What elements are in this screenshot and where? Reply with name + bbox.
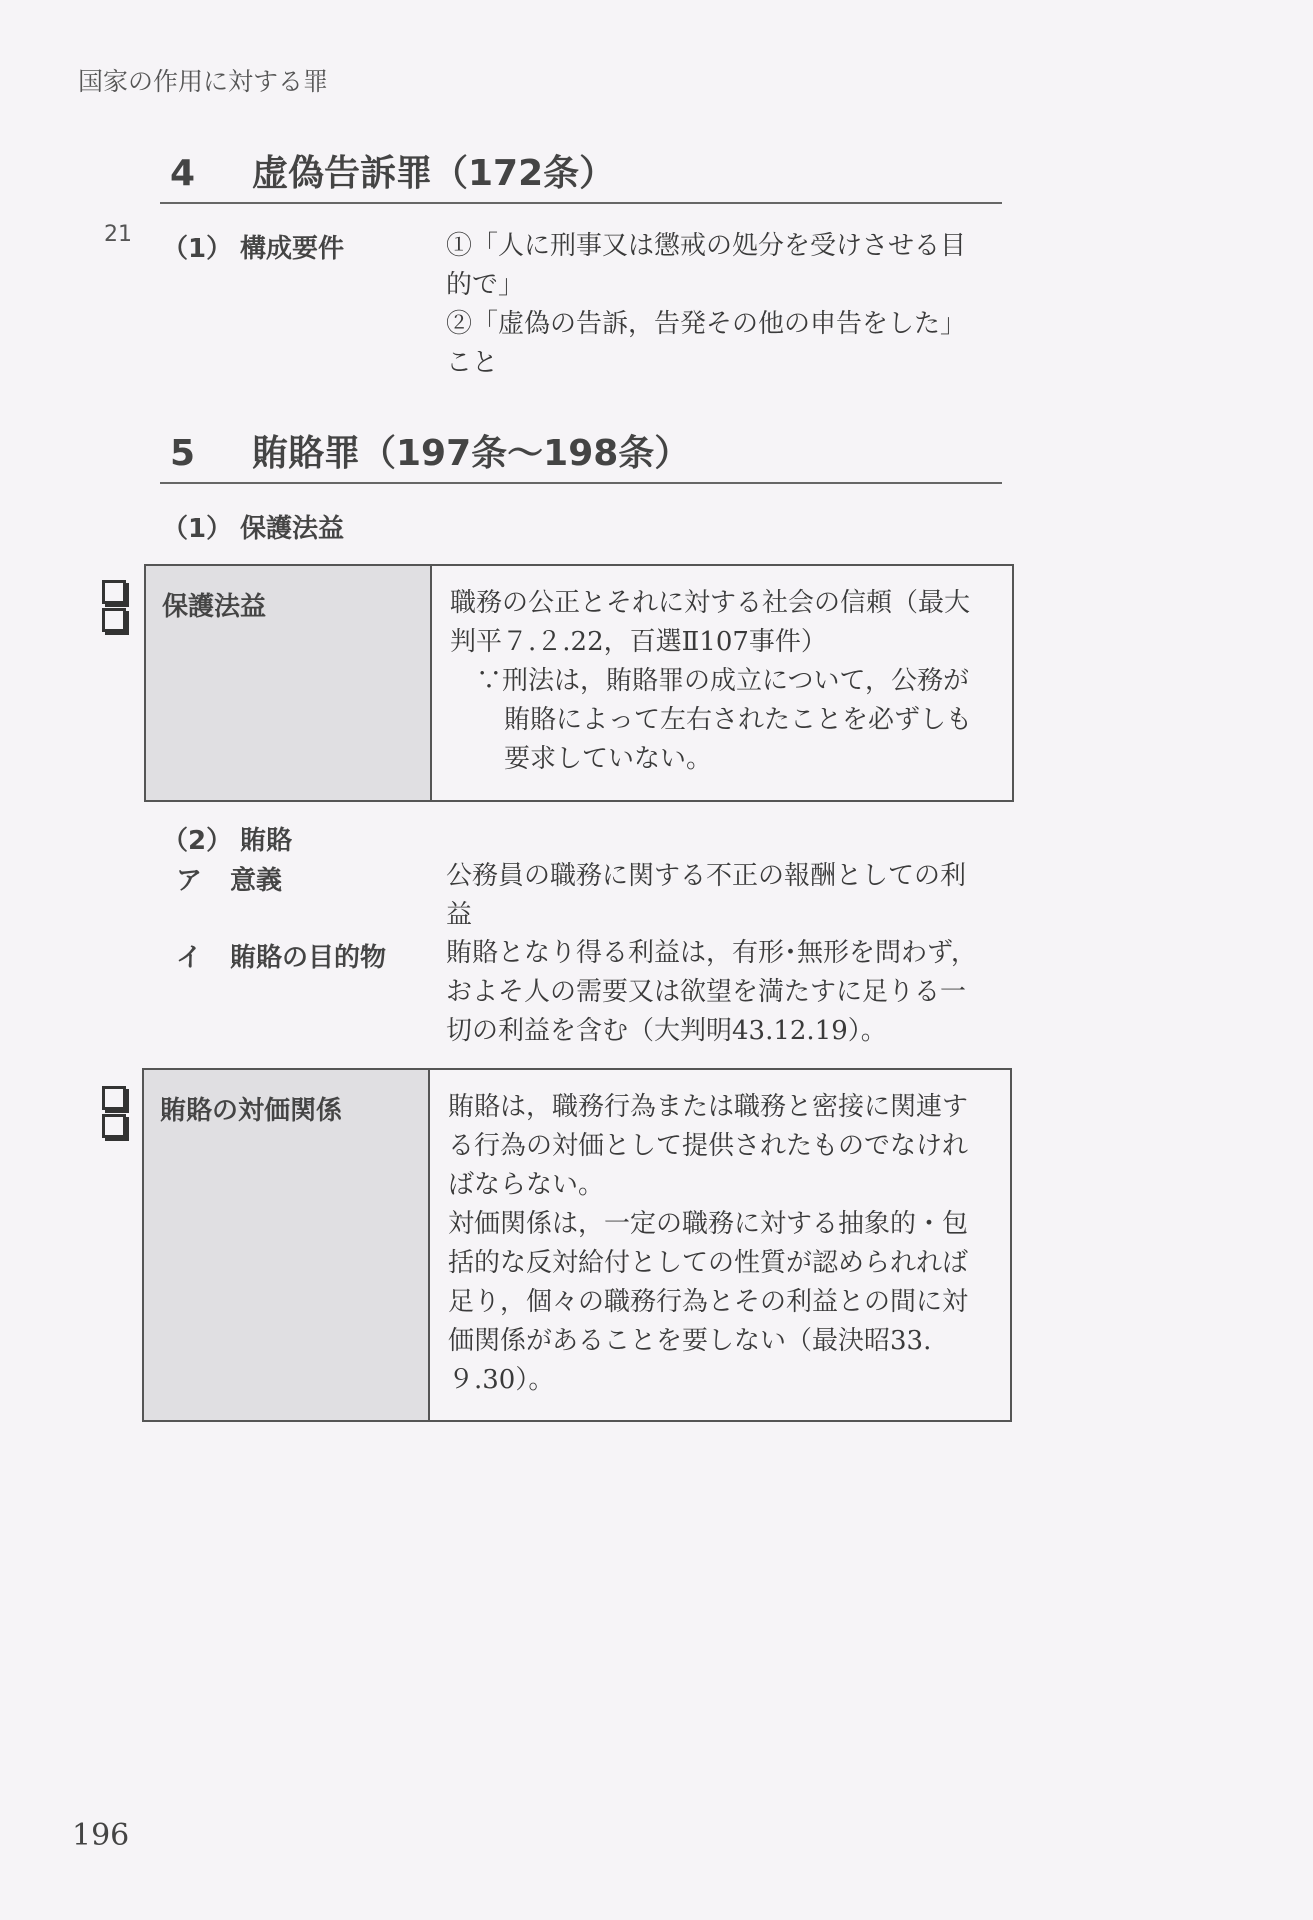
text-line: 足り，個々の職務行為とその利益との間に対 xyxy=(448,1287,969,1317)
sub-paren: （1） xyxy=(162,514,233,544)
text-line: 公務員の職務に関する不正の報酬としての利 xyxy=(446,861,967,891)
text-line: 賄賂は，職務行為または職務と密接に関連す xyxy=(448,1092,969,1122)
text-line: 職務の公正とそれに対する社会の信頼（最大 xyxy=(450,588,971,618)
checkbox[interactable] xyxy=(102,1114,126,1138)
item-a-text xyxy=(446,857,1006,935)
text-line: ∵刑法は，賄賂罪の成立について，公務が xyxy=(476,666,969,696)
section-4-heading xyxy=(160,145,1002,204)
page-number: 196 xyxy=(72,1818,130,1853)
section-4-title: 虚偽告訴罪（172条） xyxy=(252,153,616,194)
item-mark: ア xyxy=(176,866,203,896)
text-line: ９.30）。 xyxy=(448,1365,555,1395)
item-label: 賄賂の目的物 xyxy=(230,943,387,973)
section-5-sub2-heading xyxy=(160,820,292,857)
section-4-number: 4 xyxy=(170,153,196,194)
item-i-heading xyxy=(176,937,386,974)
bribe-consideration-table xyxy=(142,1068,1012,1422)
table-content xyxy=(430,1070,1010,1420)
checkbox[interactable] xyxy=(102,608,126,632)
sub-label: 保護法益 xyxy=(240,514,345,544)
text-line: 賄賂となり得る利益は，有形･無形を問わず， xyxy=(446,938,977,968)
text-line: 益 xyxy=(446,900,473,930)
text-line: 要求していない。 xyxy=(504,744,713,774)
section-4-sub1-heading xyxy=(160,228,344,265)
sub-paren: （1） xyxy=(162,234,233,264)
checkbox[interactable] xyxy=(102,580,126,604)
section-5-sub1-heading xyxy=(160,508,344,545)
item-label: 意義 xyxy=(230,866,283,896)
text-line: 括的な反対給付としての性質が認められれば xyxy=(448,1248,969,1278)
text-line: ①「人に刑事又は懲戒の処分を受けさせる目 xyxy=(446,231,967,261)
sub-label: 構成要件 xyxy=(240,234,345,264)
text-line: 価関係があることを要しない（最決昭33. xyxy=(448,1326,932,1356)
protected-interest-table xyxy=(144,564,1014,802)
text-line: る行為の対価として提供されたものでなけれ xyxy=(448,1131,969,1161)
item-i-text xyxy=(446,934,1016,1051)
section-5-title: 賄賂罪（197条～198条） xyxy=(252,433,691,474)
text-line: 対価関係は，一定の職務に対する抽象的・包 xyxy=(448,1209,969,1239)
text-line: 賄賂によって左右されたことを必ずしも xyxy=(504,705,973,735)
margin-number: 21 xyxy=(104,222,132,247)
running-title: 国家の作用に対する罪 xyxy=(78,67,329,96)
text-line: 切の利益を含む（大判明43.12.19）。 xyxy=(446,1016,887,1046)
text-line: ばならない。 xyxy=(448,1170,605,1200)
table-label: 保護法益 xyxy=(146,566,432,800)
review-checkboxes-1[interactable] xyxy=(102,580,126,632)
review-checkboxes-2[interactable] xyxy=(102,1086,126,1138)
text-line: ②「虚偽の告訴，告発その他の申告をした」 xyxy=(446,309,967,339)
sub-paren: （2） xyxy=(162,826,233,856)
section-4-requirements xyxy=(446,227,1006,383)
text-line: こと xyxy=(446,348,499,378)
table-content xyxy=(432,566,1012,800)
text-line: およそ人の需要又は欲望を満たすに足りる一 xyxy=(446,977,967,1007)
sub-label: 賄賂 xyxy=(240,826,293,856)
table-label: 賄賂の対価関係 xyxy=(144,1070,430,1420)
section-5-heading xyxy=(160,425,1002,484)
item-mark: イ xyxy=(176,943,203,973)
item-a-heading xyxy=(176,860,282,897)
checkbox[interactable] xyxy=(102,1086,126,1110)
text-line: 判平７.２.22，百選Ⅱ107事件） xyxy=(450,627,827,657)
section-5-number: 5 xyxy=(170,433,196,474)
text-line: 的で」 xyxy=(446,270,525,300)
